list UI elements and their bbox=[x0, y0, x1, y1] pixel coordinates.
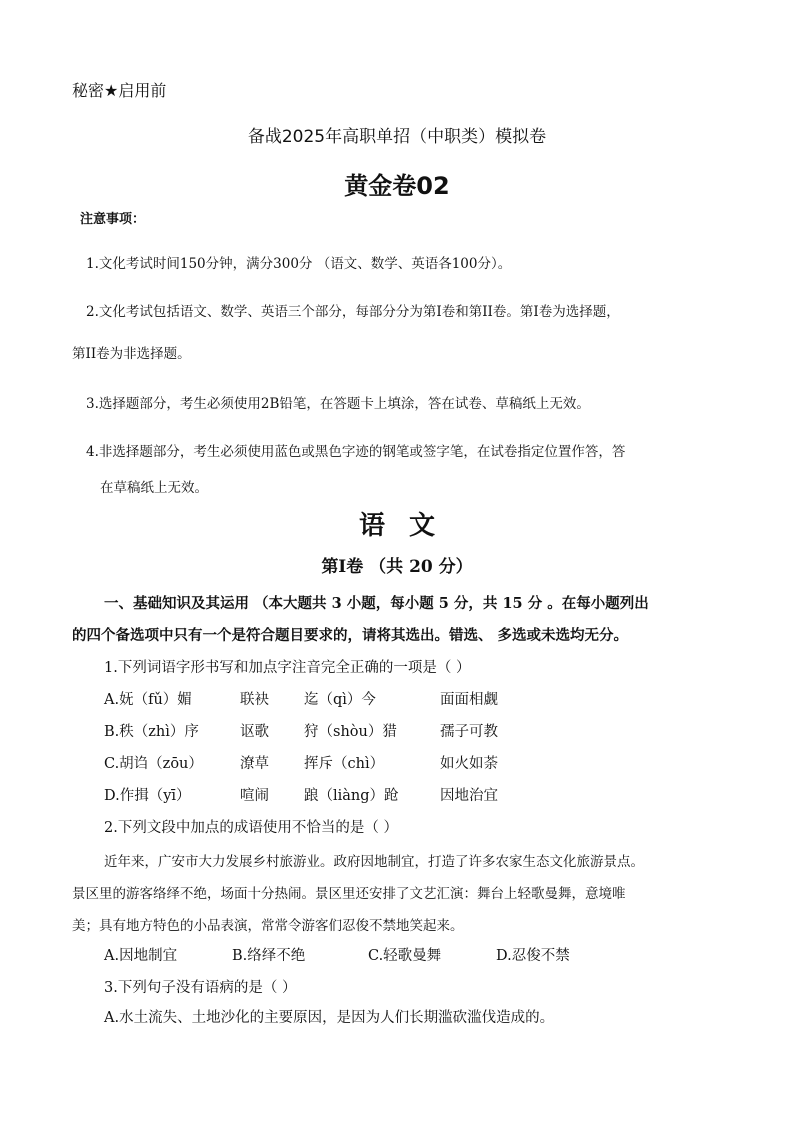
q1-option-c-word-2: 潦草 bbox=[240, 756, 269, 772]
q1-option-a-word-2: 联袂 bbox=[240, 692, 269, 708]
q1-option-c-word-4: 如火如荼 bbox=[440, 756, 498, 772]
q3-option-a: A.水土流失、土地沙化的主要原因，是因为人们长期滥砍滥伐造成的。 bbox=[104, 1010, 555, 1026]
q1-option-b-word-1: B.秩（zhì）序 bbox=[104, 724, 199, 740]
question-2-stem: 2.下列文段中加点的成语使用不恰当的是（ ） bbox=[104, 820, 398, 836]
q1-option-d-word-2: 喧闹 bbox=[240, 788, 269, 804]
section-instructions-line-2: 的四个备选项中只有一个是符合题目要求的，请将其选出。错选、 多选或未选均无分。 bbox=[72, 627, 629, 644]
notice-item-2-line-2: 第II卷为非选择题。 bbox=[72, 346, 191, 362]
notice-item-4-line-2: 在草稿纸上无效。 bbox=[100, 480, 208, 496]
part-heading: 第I卷 （共 20 分） bbox=[321, 557, 473, 577]
notice-item-2-line-1: 2.文化考试包括语文、数学、英语三个部分，每部分分为第I卷和第II卷。第I卷为选择题， bbox=[86, 304, 620, 320]
q2-passage-line-1: 近年来，广安市大力发展乡村旅游业。政府因地制宜，打造了许多农家生态文化旅游景点。 bbox=[104, 854, 644, 870]
q1-option-b-word-2: 讴歌 bbox=[240, 724, 269, 740]
q1-option-b-word-4: 孺子可教 bbox=[440, 724, 498, 740]
notice-heading: 注意事项： bbox=[80, 212, 146, 227]
q1-option-a-word-3: 迄（qì）今 bbox=[304, 692, 376, 708]
q1-option-c-word-1: C.胡诌（zōu） bbox=[104, 756, 203, 772]
notice-item-3: 3.选择题部分，考生必须使用2B铅笔，在答题卡上填涂，答在试卷、草稿纸上无效。 bbox=[86, 396, 590, 412]
q1-option-d-word-4: 因地治宜 bbox=[440, 788, 498, 804]
q1-option-a-word-1: A.妩（fǔ）媚 bbox=[104, 692, 192, 708]
q1-option-b-word-3: 狩（shòu）猎 bbox=[304, 724, 397, 740]
section-instructions-line-1: 一、基础知识及其运用 （本大题共 3 小题，每小题 5 分，共 15 分 。在每小题列出 bbox=[104, 595, 649, 612]
q2-passage-line-3: 美；具有地方特色的小品表演，常常令游客们忍俊不禁地笑起来。 bbox=[72, 918, 464, 934]
question-1-stem: 1.下列词语字形书写和加点字注音完全正确的一项是（ ） bbox=[104, 660, 471, 676]
q2-option-a: A.因地制宜 bbox=[104, 948, 178, 964]
notice-item-1: 1.文化考试时间150分钟，满分300分 （语文、数学、英语各100分）。 bbox=[86, 256, 512, 272]
subject-heading: 语文 bbox=[358, 511, 459, 541]
q2-passage-line-2: 景区里的游客络绎不绝，场面十分热闹。景区里还安排了文艺汇演：舞台上轻歌曼舞，意境唯 bbox=[72, 886, 626, 902]
q2-option-d: D.忍俊不禁 bbox=[496, 948, 570, 964]
q1-option-a-word-4: 面面相觑 bbox=[440, 692, 498, 708]
q1-option-d-word-1: D.作揖（yī） bbox=[104, 788, 191, 804]
exam-subtitle: 备战2025年高职单招（中职类）模拟卷 bbox=[247, 127, 547, 147]
notice-item-4-line-1: 4.非选择题部分，考生必须使用蓝色或黑色字迹的钢笔或签字笔，在试卷指定位置作答，答 bbox=[86, 444, 626, 460]
secret-label: 秘密★启用前 bbox=[72, 81, 167, 100]
exam-title: 黄金卷02 bbox=[344, 172, 450, 200]
q2-option-b: B.络绎不绝 bbox=[232, 948, 306, 964]
question-3-stem: 3.下列句子没有语病的是（ ） bbox=[104, 980, 297, 996]
q1-option-c-word-3: 挥斥（chì） bbox=[304, 756, 385, 772]
q1-option-d-word-3: 踉（liàng）跄 bbox=[304, 788, 399, 804]
q2-option-c: C.轻歌曼舞 bbox=[368, 948, 442, 964]
